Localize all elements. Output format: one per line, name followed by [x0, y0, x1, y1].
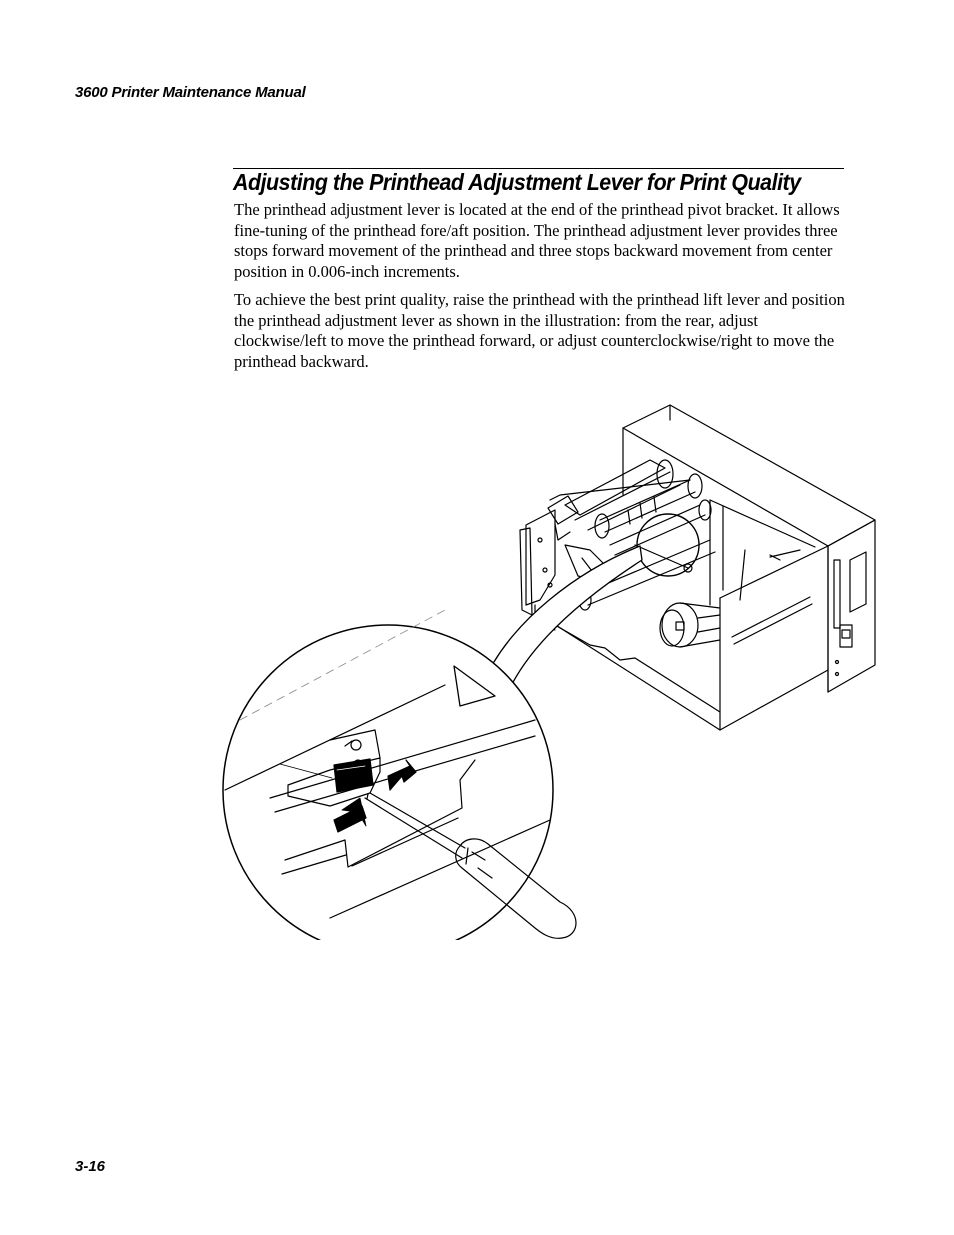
- highlight-circle: [637, 514, 699, 576]
- body-paragraph-1: The printhead adjustment lever is located at the end of the printhead pivot bracket. It allows fine-tuning of the printhead fore/aft position. The printhead adjustment lever provides three stops forward movement of the printhead and three stops backward movement from center position in 0.006-inch increments.: [234, 200, 840, 281]
- page-number: 3-16: [75, 1158, 106, 1175]
- running-header: 3600 Printer Maintenance Manual: [75, 84, 306, 101]
- printer-illustration: [210, 400, 890, 940]
- body-paragraph-2: To achieve the best print quality, raise the printhead with the printhead lift lever and position the printhead adjustment lever as shown in the illustration: from the rear, adjust clockwise/left to move the printhead forward, or adjust counterclockwise/right to move the printhead backward.: [234, 290, 845, 371]
- section-title: Adjusting the Printhead Adjustment Lever for Print Quality: [233, 169, 801, 195]
- printer-body-drawing: [520, 405, 875, 730]
